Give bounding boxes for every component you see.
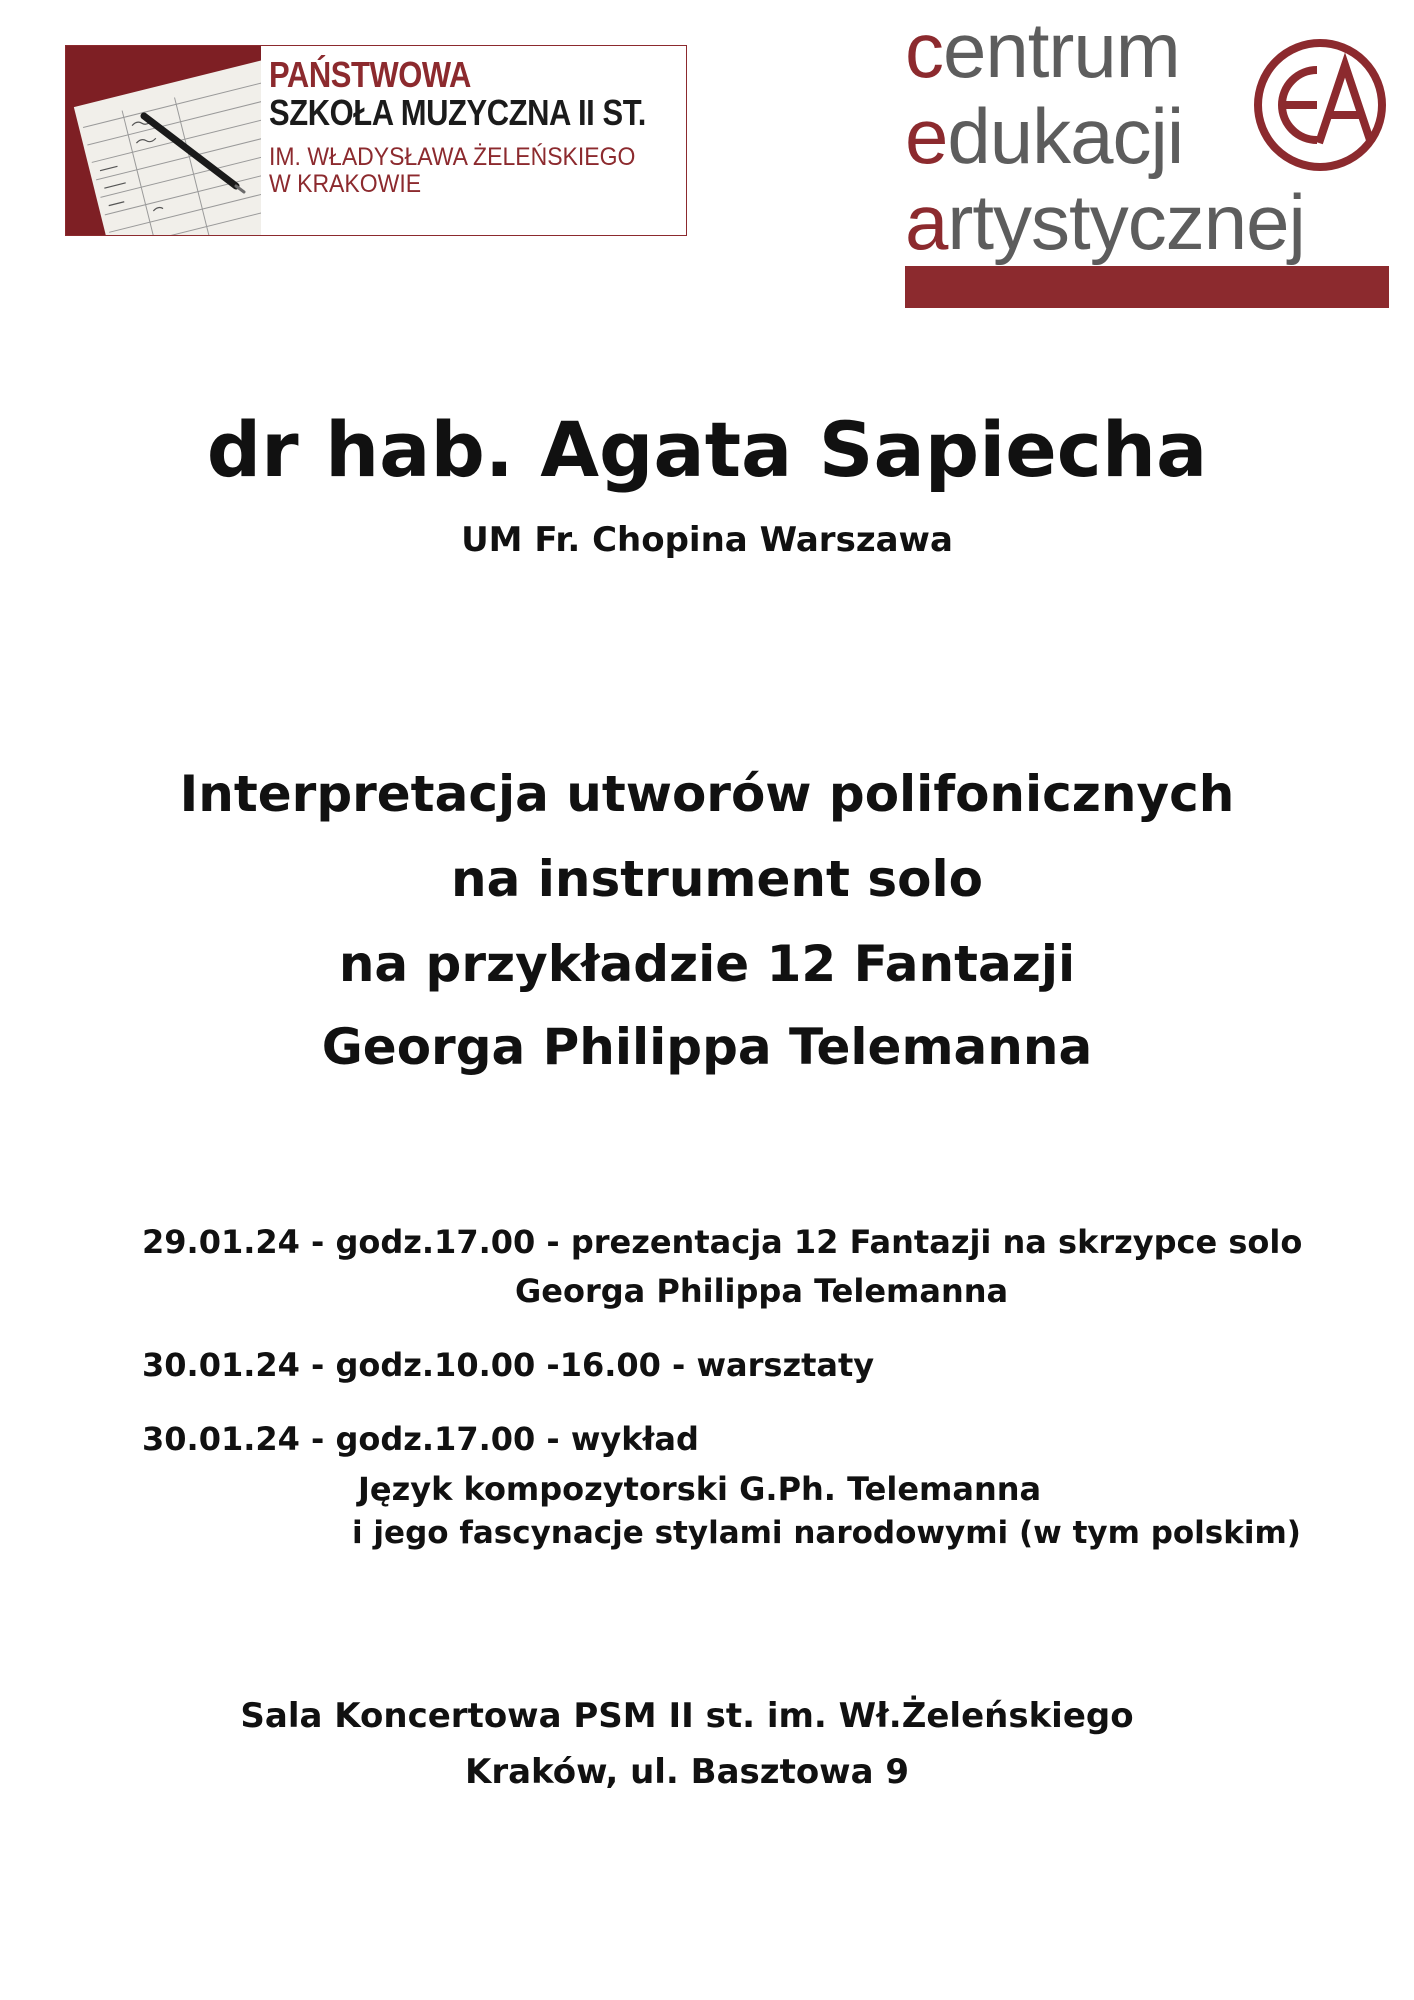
school-name-line-1: PAŃSTWOWA bbox=[269, 54, 471, 95]
event-title-line-4: Georga Philippa Telemanna bbox=[321, 1018, 1093, 1076]
event-title-line-2: na instrument solo bbox=[451, 850, 983, 908]
speaker-name: dr hab. Agata Sapiecha bbox=[206, 405, 1208, 494]
school-name-line-4: W KRAKOWIE bbox=[269, 170, 422, 198]
schedule-item-2-line-1: 30.01.24 - godz.10.00 -16.00 - warsztaty bbox=[142, 1346, 875, 1384]
venue-address: Kraków, ul. Basztowa 9 bbox=[464, 1752, 910, 1792]
cea-underline-bar bbox=[905, 266, 1389, 308]
schedule-item-1-line-1: 29.01.24 - godz.17.00 - prezentacja 12 Fantazji na skrzypce solo bbox=[142, 1223, 1303, 1261]
venue-name: Sala Koncertowa PSM II st. im. Wł.Żeleńskiego bbox=[240, 1696, 1134, 1736]
cea-logo bbox=[905, 6, 1395, 310]
event-title-line-1: Interpretacja utworów polifonicznych bbox=[179, 765, 1235, 823]
cea-word-1: centrum bbox=[905, 6, 1180, 94]
cea-monogram bbox=[1247, 35, 1387, 175]
schedule-item-3-line-2: Język kompozytorski G.Ph. Telemanna bbox=[358, 1470, 1042, 1508]
school-name-line-2: SZKOŁA MUZYCZNA II ST. bbox=[269, 92, 646, 133]
schedule-item-3-line-3: i jego fascynacje stylami narodowymi (w tym polskim) bbox=[352, 1515, 1301, 1551]
sheet-music-pen-image bbox=[66, 46, 261, 235]
schedule-item-3-line-1: 30.01.24 - godz.17.00 - wykład bbox=[142, 1420, 699, 1458]
cea-word-2: edukacji bbox=[905, 92, 1184, 180]
school-name-line-3: IM. WŁADYSŁAWA ŻELEŃSKIEGO bbox=[269, 143, 636, 171]
schedule-item-1-line-2: Georga Philippa Telemanna bbox=[515, 1272, 1009, 1310]
cea-word-3: artystycznej bbox=[905, 178, 1305, 266]
speaker-affiliation: UM Fr. Chopina Warszawa bbox=[461, 520, 953, 560]
school-logo bbox=[65, 45, 687, 236]
event-title-line-3: na przykładzie 12 Fantazji bbox=[338, 935, 1076, 993]
